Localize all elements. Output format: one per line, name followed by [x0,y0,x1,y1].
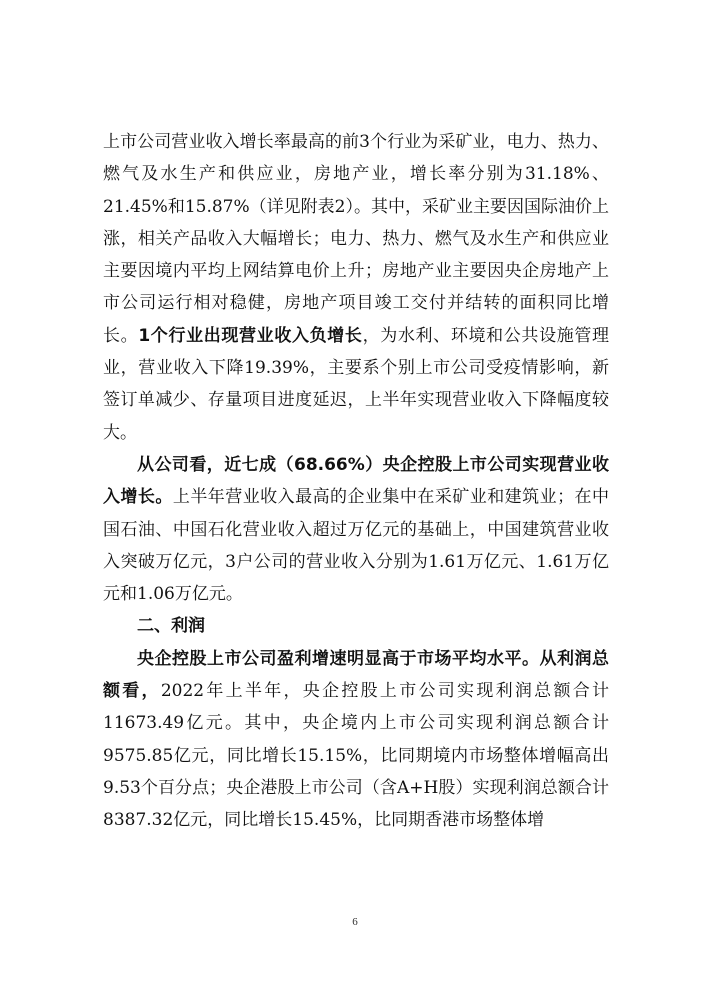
paragraph-text: 2022年上半年，央企控股上市公司实现利润总额合计11673.49亿元。其中，央企境内上市公司实现利润总额合计9575.85亿元，同比增长15.15%，比同期境内市场整体增幅高出9.53个百分点；央企港股上市公司（含A+H股）实现利润总额合计8387.32亿元，同比增长15.45%，比同期香港市场整体增 [103,681,609,831]
document-body [103,126,609,837]
paragraph-industry-growth [103,126,609,449]
section-heading-profit: 二、利润 [137,616,205,637]
paragraph-text: ，为水利、环境和公共设施管理业，营业收入下降19.39%，主要系个别上市公司受疫情影响，新签订单减少、存量项目进度延迟，上半年实现营业收入下降幅度较大。 [103,325,610,443]
paragraph-company-revenue [103,449,609,610]
paragraph-profit [103,643,609,837]
paragraph-text: 上半年营业收入最高的企业集中在采矿业和建筑业；在中国石油、中国石化营业收入超过万亿元的基础上，中国建筑营业收入突破万亿元，3户公司的营业收入分别为1.61万亿元、1.61万亿元和1.06万亿元。 [103,487,610,605]
paragraph-text: 上市公司营业收入增长率最高的前3个行业为采矿业，电力、热力、燃气及水生产和供应业，房地产业，增长率分别为31.18%、21.45%和15.87%（详见附表2）。其中，采矿业主要因国际油价上涨，相关产品收入大幅增长；电力、热力、燃气及水生产和供应业主要因境内平均上网结算电价上升；房地产业主要因央企房地产上市公司运行相对稳健，房地产项目竣工交付并结转的面积同比增长。 [103,132,609,346]
bold-emphasis: 1个行业出现营业收入负增长 [138,325,363,346]
bold-emphasis: 央企控股上市公司盈利增速明显高于市场平均水平。从利润总额看， [103,648,609,702]
bold-emphasis: 从公司看，近七成（68.66%）央企控股上市公司实现营业收入增长。 [103,454,609,508]
page-number: 6 [352,916,358,928]
